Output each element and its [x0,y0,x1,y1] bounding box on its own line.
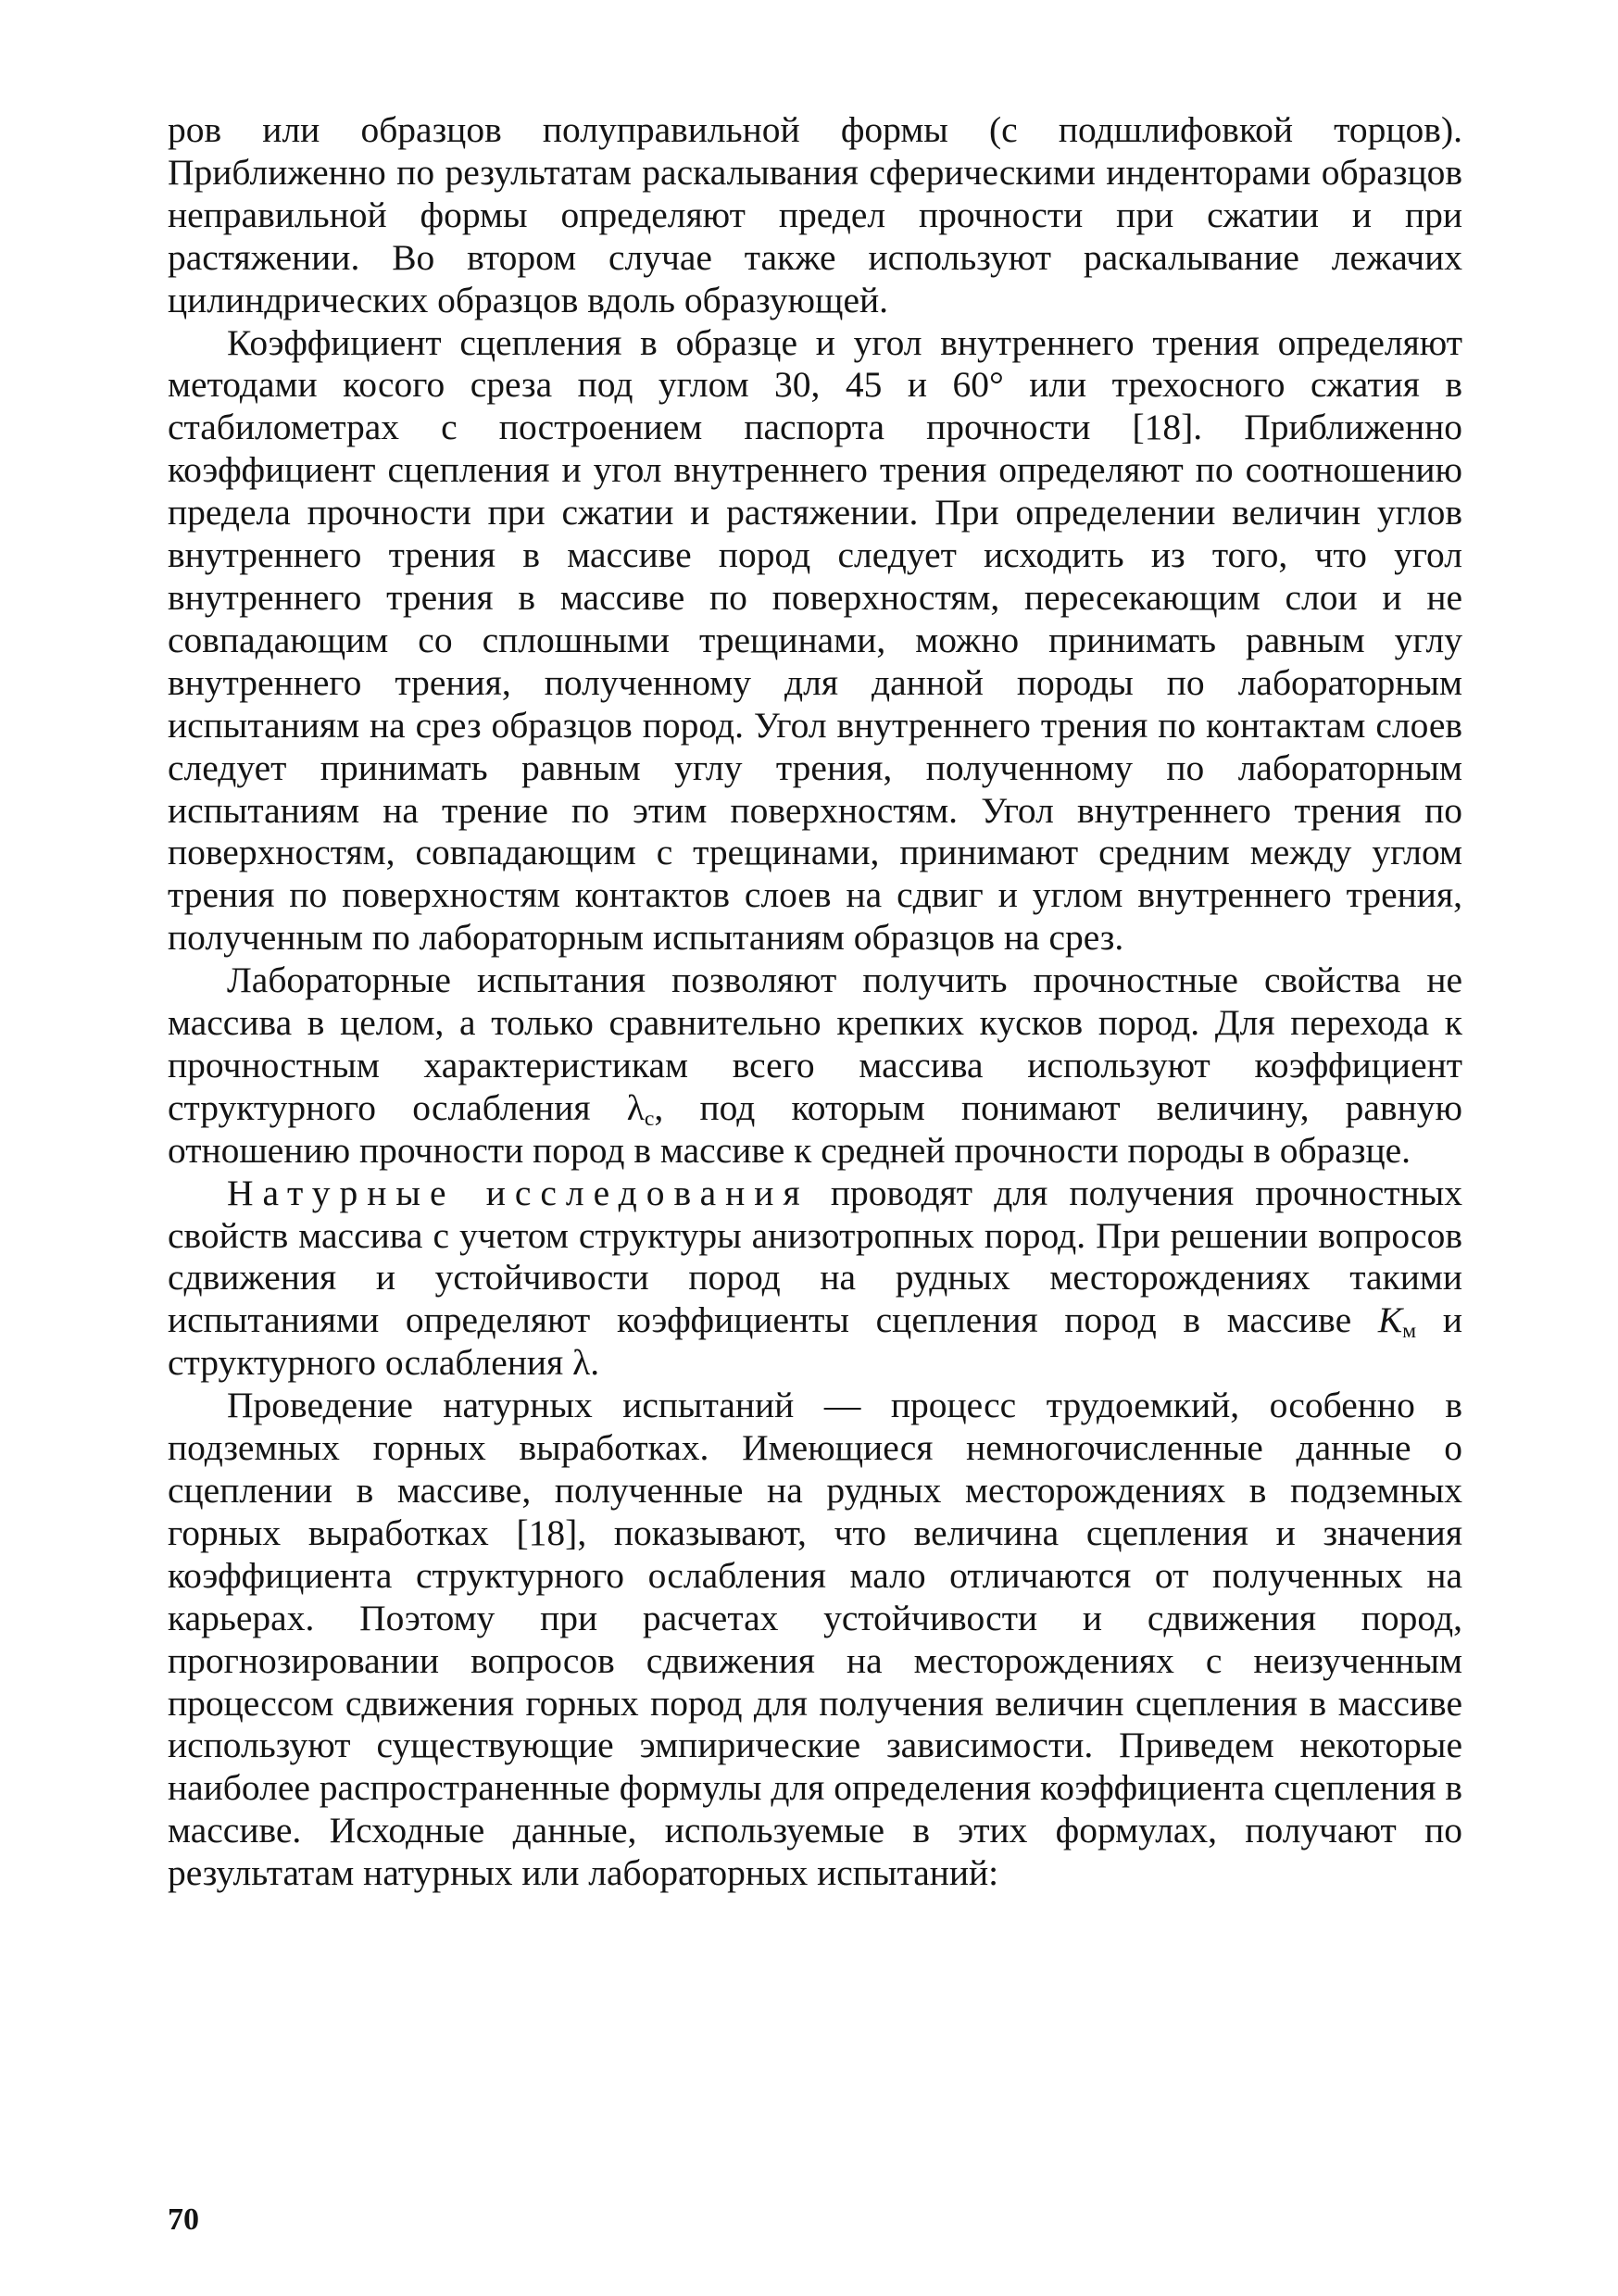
paragraph-3-text-after: , под которым понимают величину, равную отношению прочности пород в массиве к средней прочности породы в образце. [168,1086,1462,1171]
spaced-heading: Натурные исследования [227,1172,809,1213]
lambda-subscript: c [644,1106,655,1131]
paragraph-1: ров или образцов полуправильной формы (с подшлифовкой торцов). Приближенно по результатам раскалывания сферическими инденторами образцов неправильной формы определяют предел прочности при сжатии и при растяжении. Во втором случае также используют раскалывание лежачих цилиндрических образцов вдоль образующей. [168,109,1462,320]
page-body [168,109,1462,2184]
paragraph-4-text-before: проводят для получения прочностных свойств массива с учетом структуры анизотропных пород. При решении вопросов сдвижения и устойчивости пород на рудных месторождениях такими испытаниями определяют коэффициенты сцепления пород в массиве [168,1172,1462,1341]
paragraph-2: Коэффициент сцепления в образце и угол внутреннего трения определяют методами косого среза под углом 30, 45 и 60° или трехосного сжатия в стабилометрах с построением паспорта прочности [18]. Приближенно коэффициент сцепления и угол внутреннего трения определяют по соотношению предела прочности при сжатии и растяжении. При определении величин углов внутреннего трения в массиве пород следует исходить из того, что угол внутреннего трения в массиве по поверхностям, пересекающим слои и не совпадающим со сплошными трещинами, можно принимать равным углу внутреннего трения, полученному для данной породы по лабораторным испытаниям на срез образцов пород. Угол внутреннего трения по контактам слоев следует принимать равным углу трения, полученному по лабораторным испытаниям на трение по этим поверхностям. Угол внутреннего трения по поверхностям, совпадающим с трещинами, принимают средним между углом трения по поверхностям контактов слоев на сдвиг и углом внутреннего трения, полученным по лабораторным испытаниям образцов на срез. [168,321,1462,959]
page-number: 70 [168,2202,199,2237]
paragraph-4-text-after: и структурного ослабления λ. [168,1299,1462,1384]
cohesion-symbol: K [1377,1299,1403,1341]
paragraph-5: Проведение натурных испытаний — процесс трудоемкий, особенно в подземных горных выработках. Имеющиеся немногочисленные данные о сцеплении в массиве, полученные на рудных месторождениях в подземных горных выработках [18], показывают, что величина сцепления и значения коэффициента структурного ослабления мало отличаются от полученных на карьерах. Поэтому при расчетах устойчивости и сдвижения пород, прогнозировании вопросов сдвижения на месторождениях с неизученным процессом сдвижения горных пород для получения величин сцепления в массиве используют существующие эмпирические зависимости. Приведем некоторые наиболее распространенные формулы для определения коэффициента сцепления в массиве. Исходные данные, используемые в этих формулах, получают по результатам натурных или лабораторных испытаний: [168,1385,1462,1894]
cohesion-symbol-subscript: м [1402,1319,1417,1344]
paragraph-3 [168,960,1462,1173]
paragraph-4 [168,1173,1462,1386]
paragraph-3-text-before: Лабораторные испытания позволяют получить прочностные свойства не массива в целом, а только сравнительно крепких кусков пород. Для перехода к прочностным характеристикам всего массива используют коэффициент структурного ослабления λ [168,960,1462,1128]
